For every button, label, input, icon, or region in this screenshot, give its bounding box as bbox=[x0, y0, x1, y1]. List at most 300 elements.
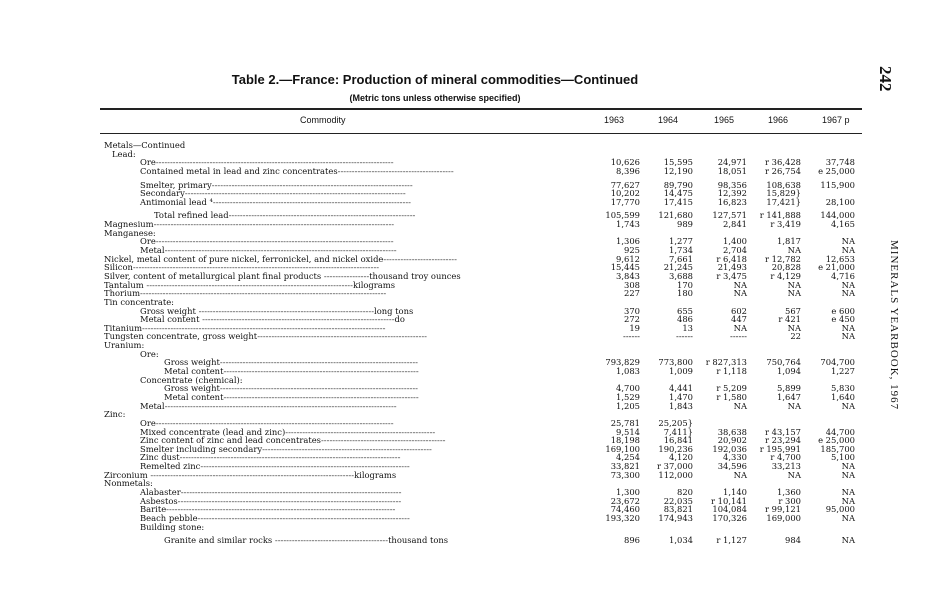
header-commodity: Commodity bbox=[300, 115, 346, 125]
table-cell: r 37,000 bbox=[657, 461, 693, 472]
dot-leader: ------------------------------------------------------------------------------------ bbox=[155, 417, 394, 428]
row-label bbox=[140, 350, 159, 359]
table-row bbox=[0, 237, 900, 246]
table-cell: 820 bbox=[677, 486, 693, 497]
table-row bbox=[0, 167, 900, 176]
table-cell: 9,612 bbox=[616, 253, 640, 264]
table-cell: e 25,000 bbox=[818, 165, 855, 176]
dot-leader: -------------------------------------------------------------------------------------- bbox=[142, 322, 386, 333]
dot-leader: --------------------------------------------------------------------------- bbox=[197, 512, 410, 523]
table-cell: 750,764 bbox=[766, 357, 801, 368]
table-cell: 127,571 bbox=[712, 210, 747, 221]
row-label-text: Lead: bbox=[112, 148, 136, 159]
dot-leader: ------------------------------------------------------------------------- bbox=[143, 279, 353, 290]
table-cell: r 195,991 bbox=[759, 443, 801, 454]
table-cell: 12,653 bbox=[825, 253, 855, 264]
running-head: MINERALS YEARBOOK, 1967 bbox=[888, 240, 900, 411]
table-row bbox=[0, 536, 900, 545]
table-row bbox=[0, 393, 900, 402]
table-cell: r 1,580 bbox=[716, 391, 747, 402]
table-cell: 1,034 bbox=[669, 535, 693, 546]
row-label-text: Granite and similar rocks bbox=[164, 535, 273, 546]
table-cell: 989 bbox=[677, 219, 693, 230]
table-cell: 1,300 bbox=[616, 486, 640, 497]
table-cell: NA bbox=[841, 288, 855, 299]
row-label-text: Tungsten concentrate, gross weight bbox=[104, 331, 258, 342]
table-cell: 655 bbox=[677, 305, 693, 316]
row-label bbox=[104, 332, 427, 341]
row-label-text: Silver, content of metallurgical plant final products bbox=[104, 270, 322, 281]
table-cell: 4,700 bbox=[616, 383, 640, 394]
table-cell: e 21,000 bbox=[818, 262, 855, 273]
table-cell: 1,843 bbox=[669, 400, 693, 411]
table-cell: 37,748 bbox=[825, 157, 855, 168]
table-cell: r 3,475 bbox=[716, 270, 747, 281]
row-label bbox=[140, 198, 411, 207]
table-cell: NA bbox=[841, 322, 855, 333]
table-cell: r 300 bbox=[778, 495, 801, 506]
dot-leader: ------------------------------------------------------------------------------------- bbox=[153, 219, 395, 230]
table-cell: r 10,141 bbox=[711, 495, 747, 506]
table-cell: 1,205 bbox=[616, 400, 640, 411]
dot-leader: --------------------------------------------------------------------------------------- bbox=[132, 262, 380, 273]
table-body bbox=[0, 141, 900, 545]
row-label-text: Thorium bbox=[104, 288, 141, 299]
page-number: 242 bbox=[876, 66, 895, 92]
table-cell: NA bbox=[787, 245, 801, 256]
table-cell: r 1,118 bbox=[716, 366, 747, 377]
table-cell: NA bbox=[841, 535, 855, 546]
header-rule bbox=[100, 133, 862, 134]
table-cell: 180 bbox=[677, 288, 693, 299]
table-row bbox=[0, 514, 900, 523]
table-cell: NA bbox=[841, 512, 855, 523]
table-cell: 24,971 bbox=[717, 157, 747, 168]
table-cell: 447 bbox=[731, 314, 747, 325]
table-cell: 773,800 bbox=[658, 357, 693, 368]
table-cell: 144,000 bbox=[820, 210, 855, 221]
table-cell: 1,094 bbox=[777, 366, 801, 377]
row-label-text: Contained metal in lead and zinc concentrates bbox=[140, 165, 338, 176]
table-cell: NA bbox=[733, 400, 747, 411]
table-cell: 13 bbox=[682, 322, 693, 333]
row-unit: thousand tons bbox=[388, 535, 449, 546]
dot-leader: ----------------------------------------------------- bbox=[285, 426, 436, 437]
table-row bbox=[0, 402, 900, 411]
table-cell: 89,790 bbox=[663, 179, 693, 190]
dot-leader: ---------------- bbox=[321, 270, 370, 281]
table-cell: 44,700 bbox=[825, 426, 855, 437]
table-cell: 16,841 bbox=[663, 435, 693, 446]
table-cell: 185,700 bbox=[820, 443, 855, 454]
table-cell: 5,899 bbox=[777, 383, 801, 394]
table-cell: 74,460 bbox=[610, 504, 640, 515]
row-label bbox=[140, 402, 397, 411]
table-cell: r 1,127 bbox=[716, 535, 747, 546]
table-cell: 370 bbox=[624, 305, 640, 316]
row-label-text: Zirconium bbox=[104, 469, 148, 480]
table-cell: 34,596 bbox=[717, 461, 747, 472]
table-cell: 1,743 bbox=[616, 219, 640, 230]
table-cell: 14,475 bbox=[663, 188, 693, 199]
dot-leader: ----------------------------------------- bbox=[337, 165, 454, 176]
row-label-text: Gross weight bbox=[164, 383, 220, 394]
row-label-text: Antimonial lead ⁴ bbox=[140, 196, 213, 207]
table-cell: 7,411} bbox=[663, 426, 693, 437]
table-cell: 21,245 bbox=[663, 262, 693, 273]
table-row bbox=[0, 298, 900, 307]
table-cell: 486 bbox=[677, 314, 693, 325]
dot-leader: ------------------------------------------------------------------------------- bbox=[177, 495, 402, 506]
table-cell: 1,227 bbox=[831, 366, 855, 377]
table-subtitle: (Metric tons unless otherwise specified) bbox=[349, 93, 521, 103]
table-cell: 2,841 bbox=[723, 219, 747, 230]
dot-leader: -------------------------------------------------------------------------- bbox=[200, 461, 410, 472]
row-unit: thousand troy ounces bbox=[369, 270, 461, 281]
table-cell: 73,300 bbox=[610, 469, 640, 480]
dot-leader: --------------------------------------------------------------------------------------- bbox=[140, 288, 387, 299]
row-label-text: Manganese: bbox=[104, 227, 156, 238]
row-label-text: Tin concentrate: bbox=[104, 296, 174, 307]
table-row bbox=[0, 479, 900, 488]
table-row bbox=[0, 341, 900, 350]
row-label-text: Tantalum bbox=[104, 279, 144, 290]
table-cell: e 25,000 bbox=[818, 435, 855, 446]
table-row bbox=[0, 376, 900, 385]
dot-leader: ----------------------------------------------------------------------- bbox=[211, 179, 413, 190]
dot-leader: --------------------------------------------------------------------- bbox=[223, 391, 419, 402]
table-cell: 984 bbox=[785, 535, 801, 546]
table-cell: 190,236 bbox=[658, 443, 693, 454]
table-cell: 4,120 bbox=[669, 452, 693, 463]
table-cell: ------ bbox=[730, 331, 747, 342]
table-cell: 17,770 bbox=[610, 196, 640, 207]
table-cell: 17,415 bbox=[663, 196, 693, 207]
table-cell: 793,829 bbox=[605, 357, 640, 368]
table-cell: 896 bbox=[624, 535, 640, 546]
table-cell: 1,009 bbox=[669, 366, 693, 377]
row-label-text: Metal bbox=[140, 400, 165, 411]
dot-leader: ------------------------------------------------------------------ bbox=[228, 210, 416, 221]
table-cell: NA bbox=[787, 288, 801, 299]
row-label-text: Zinc dust bbox=[140, 452, 180, 463]
table-cell: r 141,888 bbox=[759, 210, 801, 221]
table-cell: 108,638 bbox=[766, 179, 801, 190]
table-title: Table 2.—France: Production of mineral commodities—Continued bbox=[231, 72, 639, 87]
header-year: 1965 bbox=[714, 115, 735, 125]
dot-leader: --------------------------------------------------------------------------------- bbox=[166, 504, 396, 515]
row-label-text: Smelter, primary bbox=[140, 179, 212, 190]
table-cell: NA bbox=[841, 279, 855, 290]
row-label-text: Mixed concentrate (lead and zinc) bbox=[140, 426, 286, 437]
table-cell: 77,627 bbox=[610, 179, 640, 190]
table-cell: 1,470 bbox=[669, 391, 693, 402]
table-cell: 16,823 bbox=[717, 196, 747, 207]
row-label-text: Gross weight bbox=[140, 305, 196, 316]
table-cell: 17,421} bbox=[766, 196, 801, 207]
row-label bbox=[140, 167, 454, 176]
table-cell: 25,781 bbox=[610, 417, 640, 428]
table-cell: 4,716 bbox=[831, 270, 855, 281]
table-cell: 22,035 bbox=[663, 495, 693, 506]
table-row bbox=[0, 350, 900, 359]
dot-leader: ------------------------------------------------------------------------------------ bbox=[155, 236, 394, 247]
table-cell: r 5,209 bbox=[716, 383, 747, 394]
header-year: 1967 p bbox=[822, 115, 850, 125]
table-cell: 704,700 bbox=[820, 357, 855, 368]
row-label-text: Concentrate (chemical): bbox=[140, 374, 243, 385]
row-label bbox=[104, 410, 125, 419]
dot-leader: ---------------------------------------------------------------------------------- bbox=[164, 245, 397, 256]
table-cell: r 827,313 bbox=[705, 357, 747, 368]
header-year: 1963 bbox=[604, 115, 625, 125]
dot-leader: ------------------------------------------------------------------------------ bbox=[179, 452, 401, 463]
table-cell: 602 bbox=[731, 305, 747, 316]
row-label-text: Remelted zinc bbox=[140, 461, 201, 472]
table-row bbox=[0, 384, 900, 393]
table-cell: e 600 bbox=[831, 305, 855, 316]
dot-leader: ------------------------------------------------------------------------------------ bbox=[155, 157, 394, 168]
dot-leader: ------------------------------------------------------------ bbox=[262, 443, 432, 454]
table-cell: NA bbox=[841, 236, 855, 247]
row-label-text: Metals—Continued bbox=[104, 140, 186, 150]
row-label-text: Nonmetals: bbox=[104, 478, 153, 489]
table-cell: 22 bbox=[790, 331, 801, 342]
table-cell: r 3,419 bbox=[770, 219, 801, 230]
table-cell: 192,036 bbox=[712, 443, 747, 454]
row-label-text: Secondary bbox=[140, 188, 185, 199]
row-label-text: Magnesium bbox=[104, 219, 154, 230]
table-cell: 1,083 bbox=[616, 366, 640, 377]
table-cell: 169,000 bbox=[766, 512, 801, 523]
table-cell: NA bbox=[841, 331, 855, 342]
table-cell: r 26,754 bbox=[765, 165, 801, 176]
row-label-text: Barite bbox=[140, 504, 167, 515]
row-unit: do bbox=[394, 314, 405, 325]
table-cell: 12,190 bbox=[663, 165, 693, 176]
table-cell: 1,360 bbox=[777, 486, 801, 497]
row-label bbox=[104, 341, 144, 350]
table-cell: 170,326 bbox=[712, 512, 747, 523]
table-cell: 1,277 bbox=[669, 236, 693, 247]
table-cell: NA bbox=[787, 469, 801, 480]
table-cell: 20,828 bbox=[771, 262, 801, 273]
table-cell: r 4,700 bbox=[770, 452, 801, 463]
table-cell: NA bbox=[733, 279, 747, 290]
table-cell: ------ bbox=[676, 331, 693, 342]
table-cell: 28,100 bbox=[825, 196, 855, 207]
row-label-text: Zinc content of zinc and lead concentrates bbox=[140, 435, 321, 446]
row-label-text: Ore: bbox=[140, 348, 159, 359]
table-cell: 38,638 bbox=[717, 426, 747, 437]
table-cell: 20,902 bbox=[717, 435, 747, 446]
row-label-text: Total refined lead bbox=[154, 210, 229, 221]
table-row bbox=[0, 367, 900, 376]
table-cell: 21,493 bbox=[717, 262, 747, 273]
table-cell: 121,680 bbox=[658, 210, 693, 221]
dot-leader: ---------------------------------------- bbox=[272, 535, 389, 546]
dot-leader: -------------------------- bbox=[383, 253, 457, 264]
table-cell: 1,306 bbox=[616, 236, 640, 247]
table-row bbox=[0, 181, 900, 190]
table-cell: NA bbox=[733, 288, 747, 299]
table-cell: 105,599 bbox=[605, 210, 640, 221]
table-cell: r 99,121 bbox=[765, 504, 801, 515]
table-row bbox=[0, 505, 900, 514]
table-cell: e 450 bbox=[831, 314, 855, 325]
table-cell: 170 bbox=[677, 279, 693, 290]
table-cell: r 36,428 bbox=[765, 157, 801, 168]
table-cell: NA bbox=[787, 322, 801, 333]
row-label bbox=[164, 536, 448, 545]
table-cell: NA bbox=[787, 279, 801, 290]
table-cell: 112,000 bbox=[658, 469, 693, 480]
table-cell: NA bbox=[841, 400, 855, 411]
table-cell: 3,843 bbox=[616, 270, 640, 281]
row-unit: kilograms bbox=[352, 279, 396, 290]
dot-leader: --------------------------------------------------------------------- bbox=[223, 366, 419, 377]
table-cell: r 23,294 bbox=[765, 435, 801, 446]
table-cell: ------ bbox=[623, 331, 640, 342]
table-cell: NA bbox=[841, 245, 855, 256]
table-cell: 174,943 bbox=[658, 512, 693, 523]
dot-leader: ------------------------------------------------------------------------ bbox=[147, 469, 355, 480]
table-cell: NA bbox=[841, 461, 855, 472]
table-cell: 15,829} bbox=[766, 188, 801, 199]
table-cell: 10,202 bbox=[610, 188, 640, 199]
table-row bbox=[0, 307, 900, 316]
table-cell: 115,900 bbox=[820, 179, 855, 190]
dot-leader: ---------------------------------------------------------------------- bbox=[212, 196, 411, 207]
table-row bbox=[0, 488, 900, 497]
row-label-text: Zinc: bbox=[104, 409, 126, 420]
row-label-text: Titanium bbox=[104, 322, 143, 333]
table-cell: 1,529 bbox=[616, 391, 640, 402]
table-cell: 98,356 bbox=[717, 179, 747, 190]
top-rule bbox=[100, 108, 862, 110]
row-label-text: Asbestos bbox=[140, 495, 178, 506]
table-cell: 4,165 bbox=[831, 219, 855, 230]
row-label-text: Smelter including secondary bbox=[140, 443, 263, 454]
dot-leader: ------------------------------------------------------------ bbox=[257, 331, 427, 342]
table-cell: 925 bbox=[624, 245, 640, 256]
table-cell: 308 bbox=[624, 279, 640, 290]
table-cell: 15,595 bbox=[663, 157, 693, 168]
dot-leader: -------------------------------------------- bbox=[320, 435, 446, 446]
table-row bbox=[0, 358, 900, 367]
table-cell: 1,817 bbox=[777, 236, 801, 247]
dot-leader: ------------------------------------------------------------------------------ bbox=[180, 486, 402, 497]
table-cell: 4,441 bbox=[669, 383, 693, 394]
header-year: 1966 bbox=[768, 115, 789, 125]
table-row bbox=[0, 410, 900, 419]
table-cell: 83,821 bbox=[663, 504, 693, 515]
table-cell: 567 bbox=[785, 305, 801, 316]
table-cell: 19 bbox=[629, 322, 640, 333]
table-row bbox=[0, 198, 900, 207]
table-row bbox=[0, 229, 900, 238]
row-label bbox=[140, 523, 204, 532]
table-cell: 1,647 bbox=[777, 391, 801, 402]
row-label-text: Ore bbox=[140, 417, 156, 428]
table-cell: 1,640 bbox=[831, 391, 855, 402]
table-cell: NA bbox=[733, 322, 747, 333]
dot-leader: ------------------------------------------------------------------------------ bbox=[184, 188, 406, 199]
table-row bbox=[0, 189, 900, 198]
table-cell: NA bbox=[841, 469, 855, 480]
table-cell: 15,445 bbox=[610, 262, 640, 273]
table-cell: NA bbox=[841, 486, 855, 497]
row-unit: long tons bbox=[374, 305, 414, 316]
dot-leader: ---------------------------------------------------------------------- bbox=[219, 383, 419, 394]
table-cell: r 6,418 bbox=[716, 253, 747, 264]
row-label-text: Silicon bbox=[104, 262, 133, 273]
row-label-text: Metal content bbox=[164, 366, 224, 377]
table-cell: 18,051 bbox=[717, 165, 747, 176]
table-cell: r 4,129 bbox=[770, 270, 801, 281]
table-row bbox=[0, 445, 900, 454]
table-cell: 33,821 bbox=[610, 461, 640, 472]
dot-leader: -------------------------------------------------------------------- bbox=[199, 314, 395, 325]
table-cell: 18,198 bbox=[610, 435, 640, 446]
table-cell: 95,000 bbox=[825, 504, 855, 515]
table-cell: 7,661 bbox=[669, 253, 693, 264]
table-cell: 1,400 bbox=[723, 236, 747, 247]
table-cell: 4,330 bbox=[723, 452, 747, 463]
table-cell: 5,100 bbox=[831, 452, 855, 463]
row-label bbox=[112, 150, 136, 159]
table-cell: 227 bbox=[624, 288, 640, 299]
row-unit: kilograms bbox=[354, 469, 397, 480]
row-label-text: Metal bbox=[140, 245, 165, 256]
table-cell: 272 bbox=[624, 314, 640, 325]
dot-leader: -------------------------------------------------------------- bbox=[195, 305, 375, 316]
table-cell: 8,396 bbox=[616, 165, 640, 176]
table-cell: 23,672 bbox=[610, 495, 640, 506]
row-label-text: Metal content bbox=[140, 314, 200, 325]
dot-leader: ---------------------------------------------------------------------- bbox=[219, 357, 419, 368]
table-cell: NA bbox=[841, 495, 855, 506]
row-label-text: Building stone: bbox=[140, 521, 205, 532]
row-label-text: Metal content bbox=[164, 391, 224, 402]
row-label-text: Ore bbox=[140, 236, 156, 247]
table-cell: 104,084 bbox=[712, 504, 747, 515]
table-cell: 9,514 bbox=[616, 426, 640, 437]
table-cell: 1,734 bbox=[669, 245, 693, 256]
table-cell: 169,100 bbox=[605, 443, 640, 454]
header-year: 1964 bbox=[658, 115, 679, 125]
table-cell: 193,320 bbox=[605, 512, 640, 523]
table-cell: r 421 bbox=[778, 314, 801, 325]
table-cell: NA bbox=[787, 400, 801, 411]
dot-leader: ---------------------------------------------------------------------------------- bbox=[164, 400, 397, 411]
table-cell: NA bbox=[733, 469, 747, 480]
table-cell: 4,254 bbox=[616, 452, 640, 463]
table-cell: r 12,782 bbox=[765, 253, 801, 264]
table-row bbox=[0, 523, 900, 532]
table-cell: 5,830 bbox=[831, 383, 855, 394]
row-label-text: Gross weight bbox=[164, 357, 220, 368]
table-cell: 10,626 bbox=[610, 157, 640, 168]
table-row bbox=[0, 453, 900, 462]
table-cell: 12,392 bbox=[717, 188, 747, 199]
table-cell: 25,205} bbox=[658, 417, 693, 428]
table-cell: r 43,157 bbox=[765, 426, 801, 437]
row-label-text: Nickel, metal content of pure nickel, ferronickel, and nickel oxide bbox=[104, 253, 384, 264]
row-label-text: Alabaster bbox=[140, 486, 181, 497]
table-cell: 33,213 bbox=[771, 461, 801, 472]
table-cell: 2,704 bbox=[723, 245, 747, 256]
